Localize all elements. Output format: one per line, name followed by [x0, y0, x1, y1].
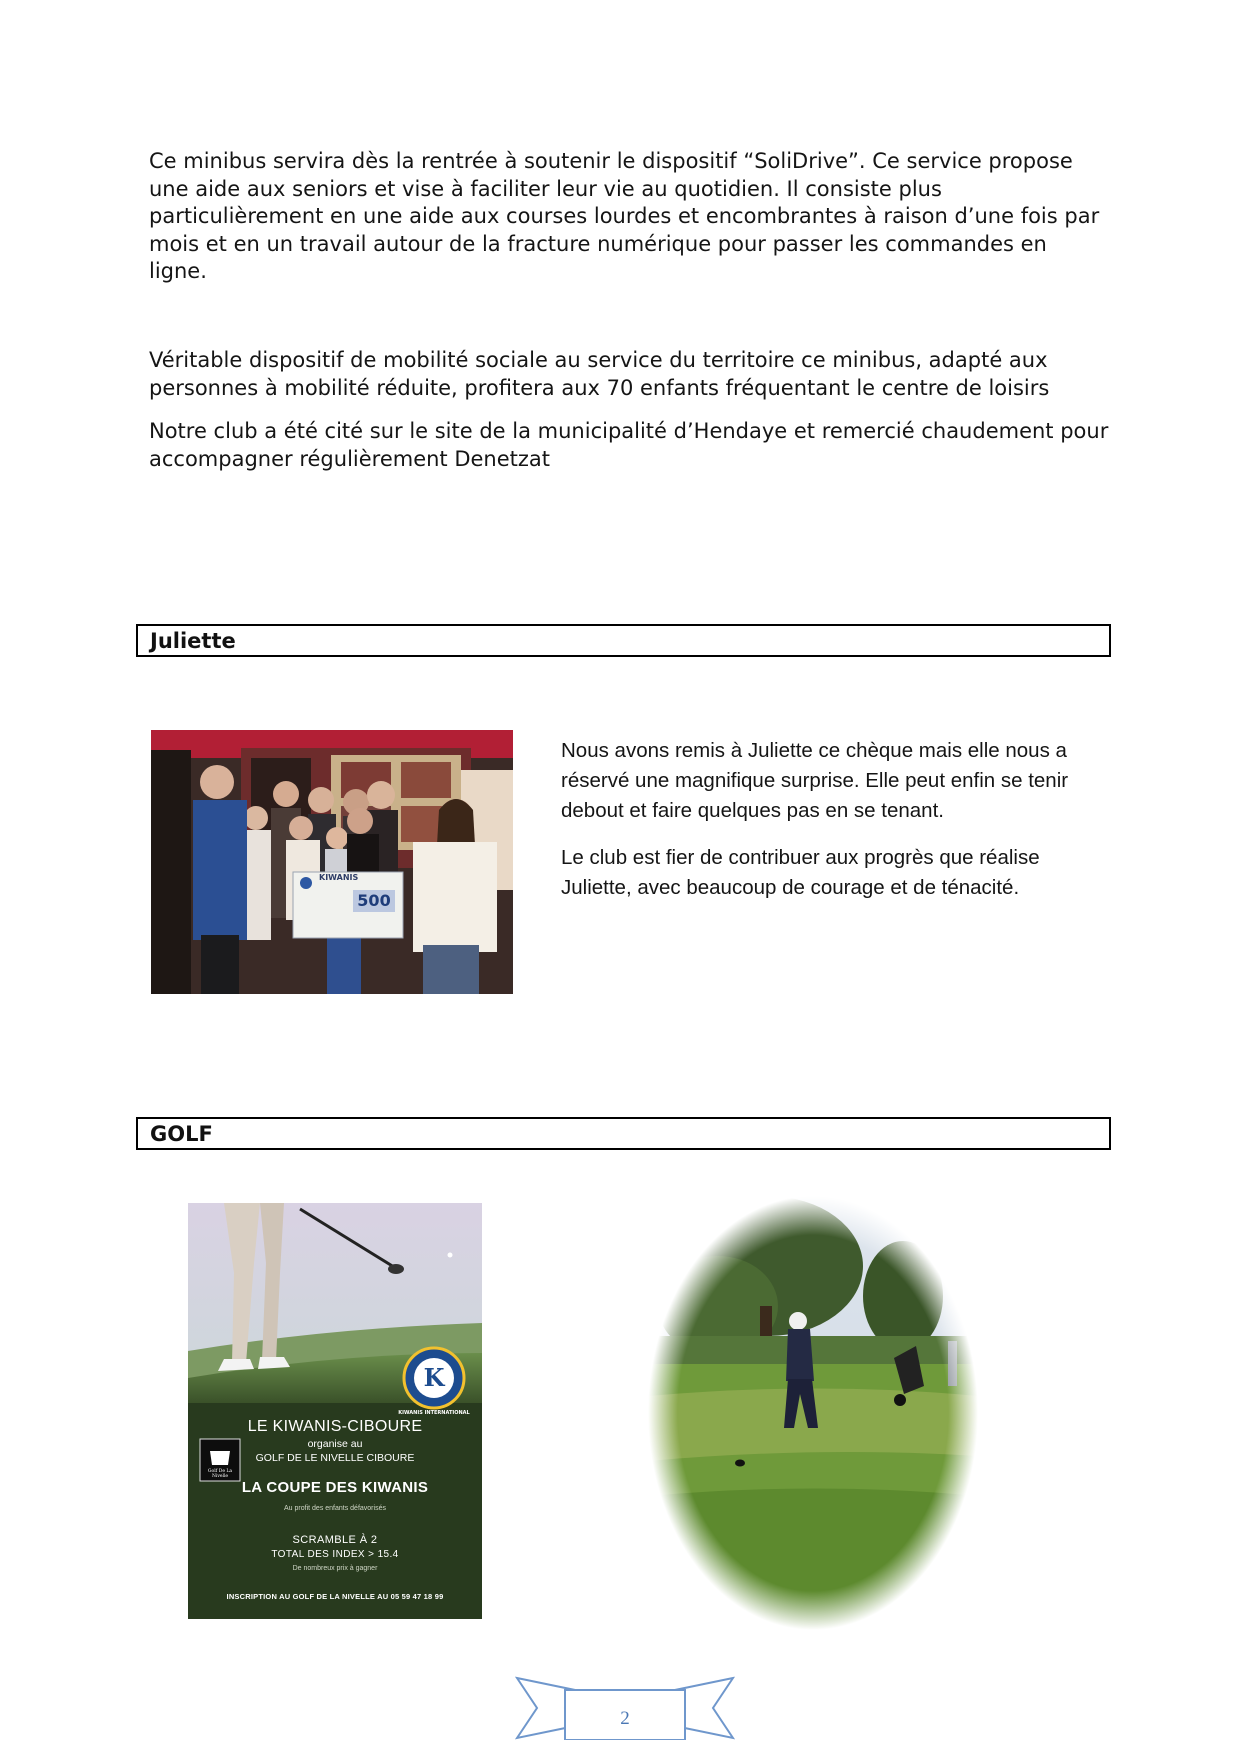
- juliette-photo-illustration: [151, 730, 513, 994]
- golf-course-illustration: [648, 1196, 978, 1630]
- page-number: 2: [620, 1708, 630, 1729]
- poster-event-name: LA COUPE DES KIWANIS: [241, 1479, 429, 1496]
- kiwanis-badge-letter: K: [423, 1363, 445, 1392]
- cheque-amount: 500: [353, 890, 395, 912]
- intro-paragraph-3: Notre club a été cité sur le site de la municipalité d’Hendaye et remercié chaudement pour accompagner régulièrement Denetzat: [149, 419, 1109, 471]
- intro-paragraph-2: Véritable dispositif de mobilité sociale au service du territoire ce minibus, adapté aux personnes à mobilité réduite, profitera aux 70 enfants fréquentant le centre de loisirs: [149, 348, 1050, 400]
- juliette-group-photo: [151, 730, 513, 994]
- kiwanis-badge-text: KIWANIS INTERNATIONAL: [398, 1410, 470, 1416]
- poster-inscription: INSCRIPTION AU GOLF DE LA NIVELLE AU 05 59 47 18 99: [226, 1592, 444, 1601]
- section-header-golf: [136, 1117, 1111, 1150]
- club-logo-text: Golf De La Nivelle: [207, 1469, 233, 1479]
- cheque-brand: KIWANIS: [319, 873, 359, 882]
- poster-profit: Au profit des enfants défavorisés: [284, 1505, 386, 1512]
- section-title-golf: GOLF: [150, 1122, 213, 1146]
- juliette-text-2: Le club est fier de contribuer aux progrès que réalise Juliette, avec beaucoup de courage et de ténacité.: [561, 846, 1040, 899]
- intro-paragraph-1: Ce minibus servira dès la rentrée à soutenir le dispositif “SoliDrive”. Ce service propose une aide aux seniors et vise à faciliter leur vie au quotidien. Il consiste plus particulièrement en une aide aux courses lourdes et encombrantes à raison d’une fois par mois et en un travail autour de la fracture numérique pour passer les commandes en ligne.: [149, 149, 1100, 283]
- poster-organise: organise au: [307, 1438, 363, 1450]
- juliette-text-1: Nous avons remis à Juliette ce chèque mais elle nous a réservé une magnifique surprise. Elle peut enfin se tenir debout et faire quelques pas en se tenant.: [561, 739, 1069, 822]
- poster-prizes: De nombreux prix à gagner: [292, 1565, 378, 1572]
- golf-course-photo: [648, 1196, 978, 1630]
- poster-title: LE KIWANIS-CIBOURE: [247, 1418, 423, 1435]
- poster-format: SCRAMBLE À 2: [292, 1534, 378, 1546]
- page-number-ribbon: [515, 1676, 735, 1740]
- section-title-juliette: Juliette: [150, 629, 236, 653]
- poster-venue: GOLF DE LE NIVELLE CIBOURE: [255, 1452, 415, 1464]
- section-header-juliette: [136, 624, 1111, 657]
- poster-index: TOTAL DES INDEX > 15.4: [271, 1549, 399, 1560]
- golf-event-poster: [188, 1203, 482, 1619]
